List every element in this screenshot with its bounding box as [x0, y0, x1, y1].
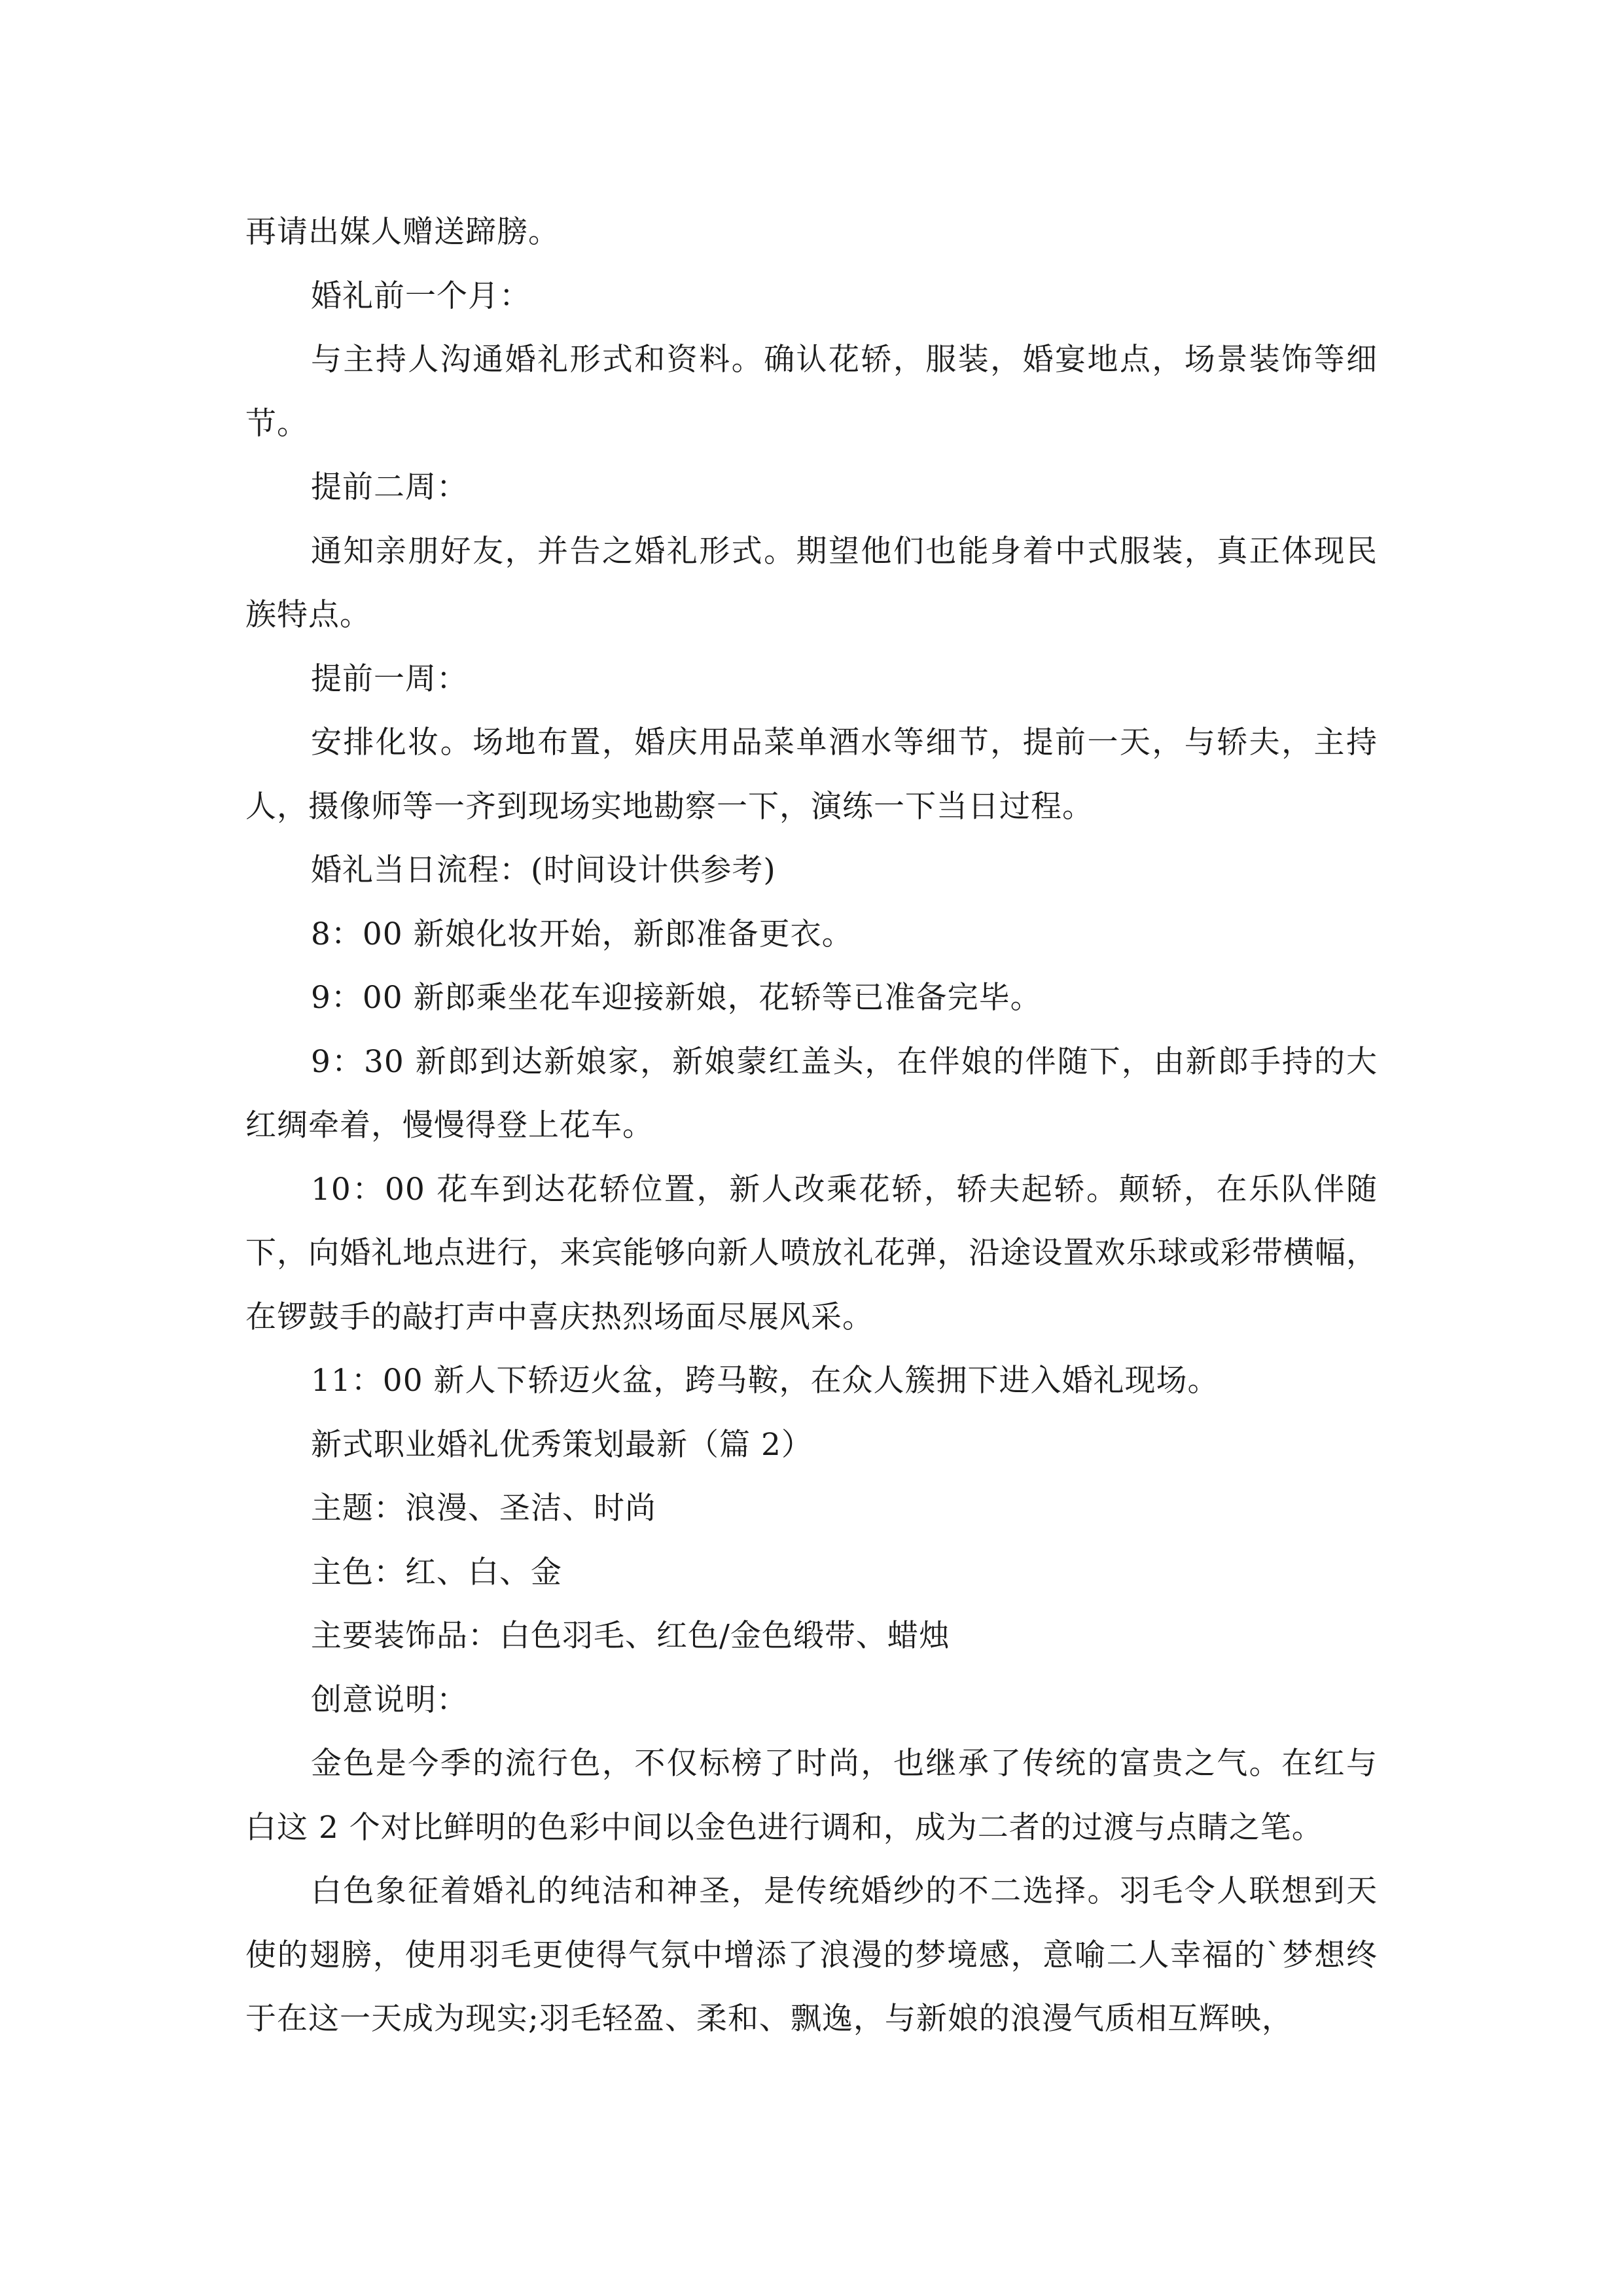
section-title-part-2: 新式职业婚礼优秀策划最新（篇 2）	[311, 1426, 813, 1463]
schedule-item-0930: 9：30 新郎到达新娘家，新娘蒙红盖头，在伴娘的伴随下，由新郎手持的大红绸牵着，慢慢得登上花车。	[245, 1043, 1378, 1143]
paragraph-one-week-before: 安排化妆。场地布置，婚庆用品菜单酒水等细节，提前一天，与轿夫，主持人，摄像师等一齐到现场实地勘察一下，演练一下当日过程。	[245, 725, 1378, 825]
paragraph-gold-color: 金色是今季的流行色，不仅标榜了时尚，也继承了传统的富贵之气。在红与白这 2 个对比鲜明的色彩中间以金色进行调和，成为二者的过渡与点睛之笔。	[245, 1746, 1378, 1846]
paragraph-two-weeks-before: 通知亲朋好友，并告之婚礼形式。期望他们也能身着中式服装，真正体现民族特点。	[245, 533, 1378, 633]
heading-one-month-before: 婚礼前一个月：	[311, 278, 531, 314]
heading-wedding-day-schedule: 婚礼当日流程：(时间设计供参考)	[311, 852, 776, 888]
paragraph-continuation: 再请出媒人赠送蹄膀。	[245, 214, 560, 250]
document-body	[245, 200, 1378, 2051]
paragraph-white-feathers: 白色象征着婚礼的纯洁和神圣，是传统婚纱的不二选择。羽毛令人联想到天使的翅膀，使用羽毛更使得气氛中增添了浪漫的梦境感，意喻二人幸福的`梦想终于在这一天成为现实;羽毛轻盈、柔和、飘逸，与新娘的浪漫气质相互辉映，	[245, 1873, 1378, 2037]
schedule-item-1000: 10：00 花车到达花轿位置，新人改乘花轿，轿夫起轿。颠轿，在乐队伴随下，向婚礼地点进行，来宾能够向新人喷放礼花弹，沿途设置欢乐球或彩带横幅，在锣鼓手的敲打声中喜庆热烈场面尽展风采。	[245, 1171, 1378, 1335]
heading-creative-notes: 创意说明：	[311, 1681, 468, 1718]
main-color-line: 主色：红、白、金	[311, 1554, 562, 1590]
heading-one-week-before: 提前一周：	[311, 660, 468, 697]
heading-two-weeks-before: 提前二周：	[311, 469, 468, 505]
decorations-line: 主要装饰品：白色羽毛、红色/金色缎带、蜡烛	[311, 1618, 950, 1654]
paragraph-one-month-before: 与主持人沟通婚礼形式和资料。确认花轿，服装，婚宴地点，场景装饰等细节。	[245, 342, 1378, 442]
schedule-item-0800: 8：00 新娘化妆开始，新郎准备更衣。	[311, 916, 853, 952]
schedule-item-1100: 11：00 新人下轿迈火盆，跨马鞍，在众人簇拥下进入婚礼现场。	[311, 1363, 1219, 1399]
theme-line: 主题：浪漫、圣洁、时尚	[311, 1490, 656, 1526]
schedule-item-0900: 9：00 新郎乘坐花车迎接新娘，花轿等已准备完毕。	[311, 980, 1042, 1016]
